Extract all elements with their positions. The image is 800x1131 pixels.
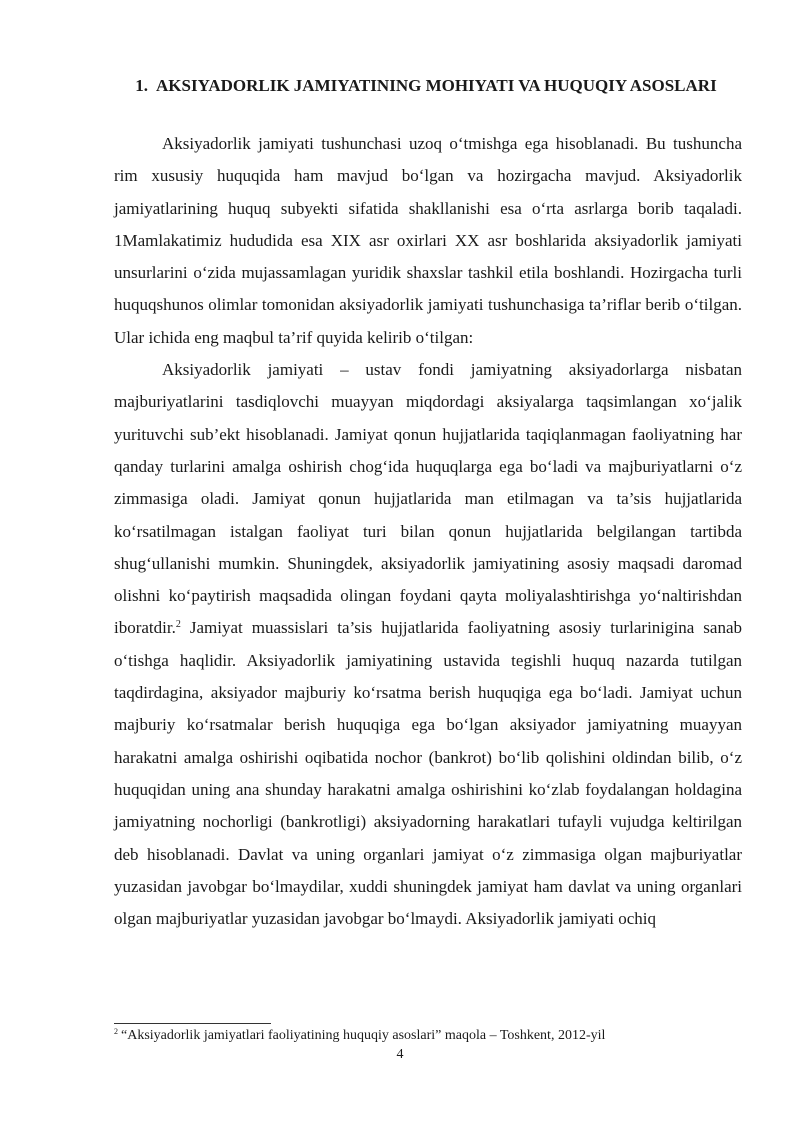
footnote-text: “Aksiyadorlik jamiyatlari faoliyatining huquqiy asoslari” maqola – Toshkent, 2012-yil [121, 1028, 606, 1043]
paragraph-2-part-2: Jamiyat muassislari ta’sis hujjatlarida faoliyatning asosiy turlarinigina sanab o‘tishga haqlidir. Aksiyadorlik jamiyatining ustavida tegishli huquq nazarda tutilgan taqdirdagina, aksiyador majburiy ko‘rsatma berish huquqiga ega bo‘ladi. Jamiyat uchun majburiy ko‘rsatmalar berish huquqiga ega bo‘lgan aksiyador jamiyatning muayyan harakatni amalga oshirishi oqibatida nochor (bankrot) bo‘lib qolishini oldindan bilib, o‘z huquqidan uning ana shunday harakatni amalga oshirishini ko‘zlab foydalangan holdagina jamiyatning nochorligi (bankrotligi) aksiyadorning harakatlari tufayli vujudga keltirilgan deb hisoblanadi. Davlat va uning organlari jamiyat o‘z zimmasiga olgan majburiyatlar yuzasidan javobgar bo‘lmaydilar, xuddi shuningdek jamiyat ham davlat va uning organlari olgan majburiyatlar yuzasidan javobgar bo‘lmaydi. Aksiyadorlik jamiyati ochiq [114, 618, 742, 929]
footnote-separator [114, 1023, 271, 1024]
page-number: 4 [396, 1047, 404, 1062]
paragraph-1: Aksiyadorlik jamiyati tushunchasi uzoq o‘tmishga ega hisoblanadi. Bu tushuncha rim xususiy huquqida ham mavjud bo‘lgan va hozirgacha mavjud. Aksiyadorlik jamiyatlarining huquq subyekti sifatida shakllanishi esa o‘rta asrlarga borib taqaladi. 1Mamlakatimiz hududida esa XIX asr oxirlari XX asr boshlarida aksiyadorlik jamiyati unsurlarini o‘zida mujassamlagan yuridik shaxslar tashkil etila boshlandi. Hozirgacha turli huquqshunos olimlar tomonidan aksiyadorlik jamiyati tushunchasiga ta’riflar berib o‘tilgan. Ular ichida eng maqbul ta’rif quyida kelirib o‘tilgan: [114, 134, 742, 347]
footnote-reference[interactable]: 2 [175, 619, 181, 631]
footnote-mark: 2 [114, 1027, 118, 1036]
footnote [114, 1027, 742, 1045]
paragraph-2 [114, 354, 742, 935]
paragraph-2-part-1: Aksiyadorlik jamiyati – ustav fondi jamiyatning aksiyadorlarga nisbatan majburiyatlarini tasdiqlovchi muayyan miqdordagi aksiyalarga taqsimlangan xo‘jalik yurituvchi sub’ekt hisoblanadi. Jamiyat qonun hujjatlarida taqiqlanmagan faoliyatning har qanday turlarini amalga oshirish chog‘ida huquqlarga ega bo‘ladi va majburiyatlarni o‘z zimmasiga oladi. Jamiyat qonun hujjatlarida man etilmagan va ta’sis hujjatlarida ko‘rsatilmagan istalgan faoliyat turi bilan qonun hujjatlarida belgilangan tartibda shug‘ullanishi mumkin. Shuningdek, aksiyadorlik jamiyatining asosiy maqsadi daromad olishni ko‘paytirish maqsadida olingan foydani qayta moliyalashtirishga yo‘naltirishdan iboratdir. [114, 360, 742, 638]
body-text [114, 128, 742, 935]
section-number: 1. [135, 76, 149, 95]
section-title-text: AKSIYADORLIK JAMIYATINING MOHIYATI VA HUQUQIY ASOSLARI [156, 76, 717, 95]
section-title [112, 74, 740, 98]
